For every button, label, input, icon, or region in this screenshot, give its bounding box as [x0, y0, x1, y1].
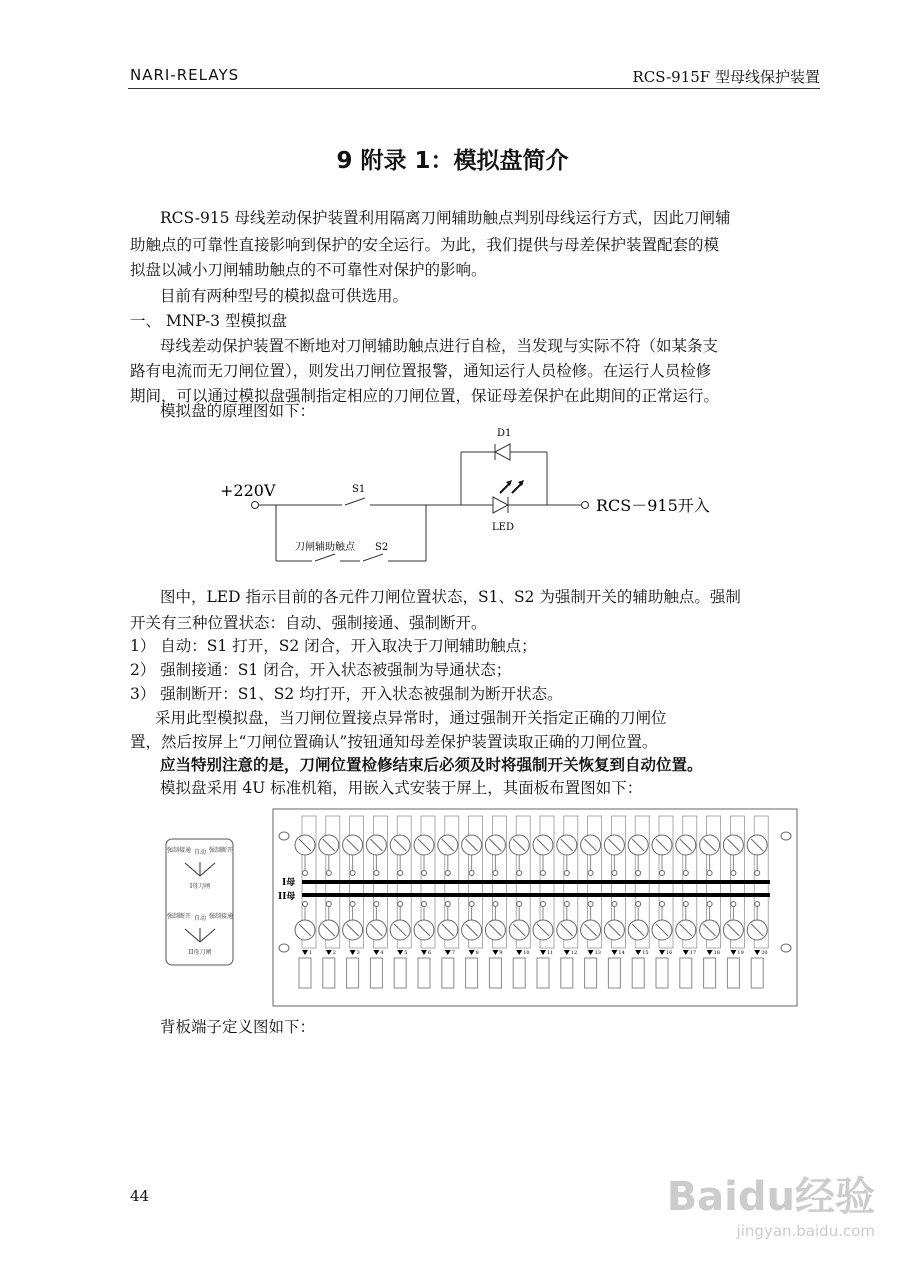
panel-column: [557, 816, 578, 988]
label-slot: [727, 958, 739, 988]
label-slot: [537, 958, 549, 988]
led-indicator: [398, 871, 403, 876]
column-number: 1: [309, 950, 313, 956]
panel-column: [390, 816, 411, 988]
led-indicator: [303, 871, 308, 876]
led-indicator: [374, 871, 379, 876]
paragraph-line: 开关有三种位置状态：自动、强制接通、强制断开。: [130, 614, 487, 632]
paragraph-line: 模拟盘的原理图如下：: [160, 402, 316, 420]
column-number: 19: [737, 950, 744, 956]
paragraph-line: 采用此型模拟盘，当刀闸位置接点异常时，通过强制开关指定正确的刀闸位: [155, 709, 667, 727]
paragraph-line: 拟盘以减小刀闸辅助触点的不可靠性对保护的影响。: [130, 261, 487, 279]
led-indicator: [541, 871, 546, 876]
led-indicator: [541, 902, 546, 907]
label-slot: [323, 958, 335, 988]
label-slot: [632, 958, 644, 988]
column-number: 2: [332, 950, 336, 956]
column-number: 3: [356, 950, 360, 956]
legend-text: 强制断开: [208, 847, 234, 854]
legend-text: 强制接通: [208, 913, 234, 920]
panel-column: [581, 816, 602, 988]
led-indicator: [326, 871, 331, 876]
led-icon: [493, 497, 508, 513]
led-indicator: [755, 902, 760, 907]
diode-d1-icon: [495, 444, 510, 460]
led-indicator: [445, 902, 450, 907]
panel-column: [628, 816, 649, 988]
d1-label: D1: [497, 428, 512, 439]
led-indicator: [493, 871, 498, 876]
led-indicator: [374, 902, 379, 907]
panel-column: [700, 816, 721, 988]
panel-column: [723, 816, 744, 988]
panel-column: [343, 816, 364, 988]
bus2-label: II母: [278, 892, 296, 902]
circuit-diagram: [210, 420, 790, 570]
led-indicator: [493, 902, 498, 907]
panel-column: [676, 816, 697, 988]
label-slot: [751, 958, 763, 988]
section-heading: 一、 MNP-3 型模拟盘: [130, 312, 287, 330]
led-indicator: [303, 902, 308, 907]
label-slot: [585, 958, 597, 988]
led-indicator: [707, 871, 712, 876]
contact-label: 刀闸辅助触点: [295, 542, 355, 553]
column-number: 6: [428, 950, 432, 956]
led-indicator: [564, 902, 569, 907]
panel-column: [747, 816, 768, 988]
led-indicator: [683, 871, 688, 876]
led-indicator: [660, 902, 665, 907]
column-number: 12: [570, 950, 578, 956]
s2-label: S2: [375, 542, 389, 553]
led-indicator: [636, 902, 641, 907]
panel-column: [462, 816, 483, 988]
column-number: 13: [594, 950, 601, 956]
panel-column: [366, 816, 387, 988]
panel-column: [485, 816, 506, 988]
supply-label: +220V: [220, 481, 276, 500]
list-item: 1） 自动：S1 打开，S2 闭合，开入取决于刀闸辅助触点；: [130, 637, 537, 655]
column-number: 11: [547, 950, 554, 956]
panel-column: [414, 816, 435, 988]
column-number: 9: [499, 950, 503, 956]
header-rule: [128, 88, 820, 89]
led-indicator: [350, 871, 355, 876]
led-indicator: [422, 871, 427, 876]
led-indicator: [469, 871, 474, 876]
label-slot: [394, 958, 406, 988]
label-slot: [561, 958, 573, 988]
led-indicator: [398, 902, 403, 907]
panel-column: [604, 816, 625, 988]
legend-card: [165, 838, 235, 968]
label-slot: [656, 958, 668, 988]
led-indicator: [422, 902, 427, 907]
legend-text: I母刀闸: [189, 883, 211, 890]
paragraph-line: 路有电流而无刀闸位置），则发出刀闸位置报警，通知运行人员检修。在运行人员检修: [130, 362, 712, 380]
led-label: LED: [492, 522, 514, 533]
panel-column: [295, 816, 316, 988]
led-indicator: [517, 902, 522, 907]
paragraph-line: 母线差动保护装置不断地对刀闸辅助触点进行自检，当发现与实际不符（如某条支: [160, 337, 719, 355]
label-slot: [299, 958, 311, 988]
bus1-label: I母: [282, 878, 296, 888]
paragraph-line: 模拟盘采用 4U 标准机箱，用嵌入式安装于屏上，其面板布置图如下：: [160, 779, 643, 797]
led-indicator: [731, 902, 736, 907]
led-indicator: [469, 902, 474, 907]
led-indicator: [660, 871, 665, 876]
label-slot: [513, 958, 525, 988]
label-slot: [418, 958, 430, 988]
column-number: 20: [761, 950, 768, 956]
panel-column: [319, 816, 340, 988]
label-slot: [704, 958, 716, 988]
label-slot: [466, 958, 478, 988]
paragraph-line: 助触点的可靠性直接影响到保护的安全运行。为此，我们提供与母差保护装置配套的模: [130, 236, 720, 254]
column-number: 18: [713, 950, 720, 956]
led-indicator: [731, 871, 736, 876]
legend-text: 自动: [193, 915, 207, 922]
led-indicator: [350, 902, 355, 907]
led-indicator: [612, 902, 617, 907]
header-right: RCS-915F 型母线保护装置: [632, 68, 820, 86]
column-number: 15: [642, 950, 649, 956]
header-left: NARI-RELAYS: [130, 66, 240, 84]
legend-text: 强制接通: [166, 847, 192, 854]
column-number: 16: [666, 950, 673, 956]
list-item: 3） 强制断开：S1、S2 均打开，开入状态被强制为断开状态。: [130, 685, 563, 703]
label-slot: [680, 958, 692, 988]
led-indicator: [588, 871, 593, 876]
paragraph-line: 目前有两种型号的模拟盘可供选用。: [160, 287, 409, 305]
paragraph-line: 图中，LED 指示目前的各元件刀闸位置状态，S1、S2 为强制开关的辅助触点。强制: [160, 588, 741, 606]
panel-column: [652, 816, 673, 988]
led-indicator: [755, 871, 760, 876]
led-indicator: [517, 871, 522, 876]
label-slot: [489, 958, 501, 988]
panel-column: [509, 816, 530, 988]
label-slot: [347, 958, 359, 988]
label-slot: [442, 958, 454, 988]
column-number: 4: [380, 950, 384, 956]
led-indicator: [683, 902, 688, 907]
page-number: 44: [130, 1187, 150, 1205]
column-number: 10: [523, 950, 530, 956]
panel-column: [438, 816, 459, 988]
panel-layout-diagram: [272, 808, 798, 1008]
paragraph-line: 期间，可以通过模拟盘强制指定相应的刀闸位置，保证母差保护在此期间的正常运行。: [130, 387, 720, 405]
watermark: [667, 1165, 875, 1240]
led-indicator: [707, 902, 712, 907]
column-number: 7: [451, 950, 455, 956]
legend-text: 自动: [193, 849, 207, 856]
output-label: RCS－915开入: [596, 496, 710, 515]
paragraph-line: 置，然后按屏上“刀闸位置确认”按钮通知母差保护装置读取正确的刀闸位置。: [130, 733, 658, 751]
label-slot: [608, 958, 620, 988]
column-number: 14: [618, 950, 625, 956]
led-indicator: [588, 902, 593, 907]
paragraph-line: RCS-915 母线差动保护装置利用隔离刀闸辅助触点判别母线运行方式，因此刀闸辅: [160, 209, 731, 227]
warning-line: 应当特别注意的是，刀闸位置检修结束后必须及时将强制开关恢复到自动位置。: [160, 756, 703, 774]
led-indicator: [326, 902, 331, 907]
led-indicator: [612, 871, 617, 876]
paragraph-line: 背板端子定义图如下：: [160, 1018, 316, 1036]
page-title: 9 附录 1：模拟盘简介: [336, 148, 569, 174]
legend-text: II母刀闸: [188, 949, 212, 956]
column-number: 5: [404, 950, 408, 956]
led-indicator: [564, 871, 569, 876]
panel-column: [533, 816, 554, 988]
list-item: 2） 强制接通：S1 闭合，开入状态被强制为导通状态；: [130, 661, 512, 679]
label-slot: [370, 958, 382, 988]
s1-label: S1: [352, 484, 366, 495]
column-number: 17: [689, 950, 697, 956]
legend-text: 强制断开: [166, 913, 192, 920]
column-number: 8: [475, 950, 479, 956]
led-indicator: [636, 871, 641, 876]
watermark-url: jingyan.baidu.com: [736, 1222, 875, 1240]
watermark-logo: Baidu经验: [666, 1174, 875, 1220]
led-indicator: [445, 871, 450, 876]
